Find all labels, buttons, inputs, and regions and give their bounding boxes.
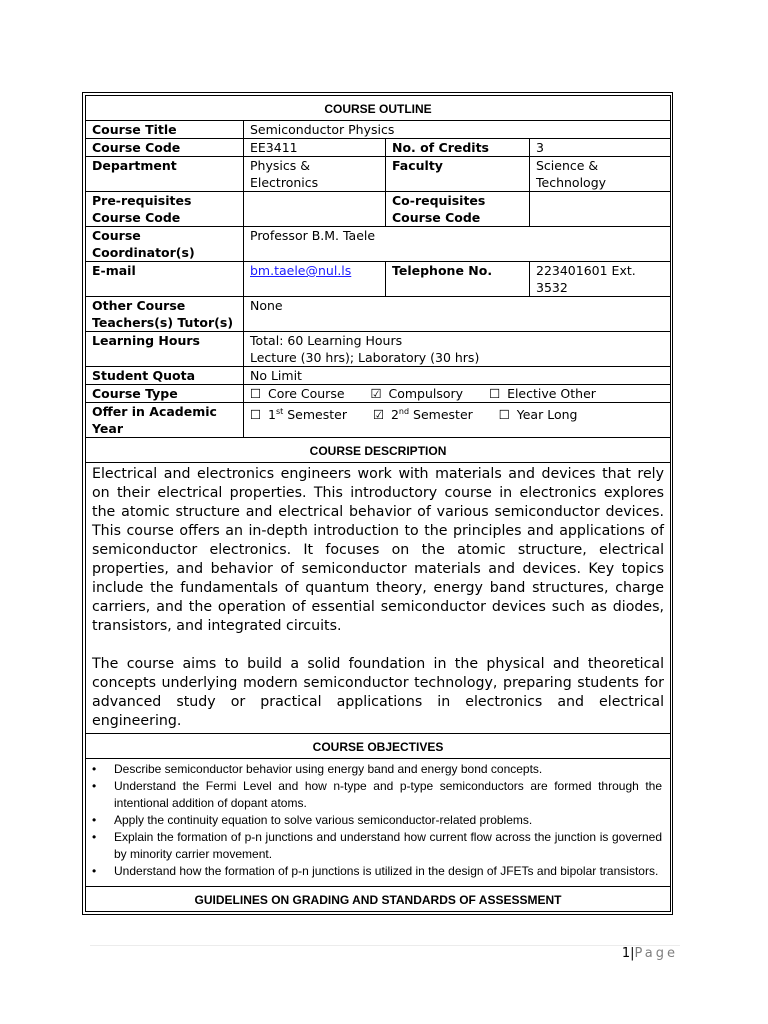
description-body xyxy=(86,463,671,734)
offer-options xyxy=(244,403,671,438)
outline-title: COURSE OUTLINE xyxy=(86,96,671,121)
page-number: 1 xyxy=(621,946,631,961)
course-title-row xyxy=(86,121,671,139)
offer-option-first[interactable] xyxy=(250,407,347,422)
other-teachers-label: Other Course Teachers(s) Tutor(s) xyxy=(86,297,244,332)
type-label: Course Type xyxy=(86,385,244,403)
hours-value xyxy=(244,332,671,367)
email-link[interactable]: bm.taele@nul.ls xyxy=(250,263,352,278)
course-code-label: Course Code xyxy=(86,139,244,157)
email-row xyxy=(86,262,671,297)
objectives-title: COURSE OBJECTIVES xyxy=(86,734,671,759)
course-type-row xyxy=(86,385,671,403)
department-label: Department xyxy=(86,157,244,192)
description-body-row xyxy=(86,463,671,734)
student-quota-row xyxy=(86,367,671,385)
offer-option-year[interactable] xyxy=(499,407,578,422)
course-title-value: Semiconductor Physics xyxy=(244,121,671,139)
page-separator: | xyxy=(630,946,635,961)
coordinator-row xyxy=(86,227,671,262)
grading-title: GUIDELINES ON GRADING AND STANDARDS OF ASSESSMENT xyxy=(86,887,671,912)
checkbox-checked-icon[interactable]: ☑ xyxy=(372,407,385,423)
page-word: Page xyxy=(634,946,678,961)
description-title: COURSE DESCRIPTION xyxy=(86,438,671,463)
learning-hours-row xyxy=(86,332,671,367)
checkbox-unchecked-icon[interactable]: ☐ xyxy=(498,407,510,423)
objective-item: • Understand how the formation of p-n junctions is utilized in the design of JFETs and bipolar transistors. xyxy=(92,863,662,880)
offer-first-label: Semester xyxy=(287,407,347,423)
checkbox-unchecked-icon[interactable]: ☐ xyxy=(250,386,262,401)
other-teachers-row xyxy=(86,297,671,332)
type-core-label: Core Course xyxy=(267,386,345,401)
type-options xyxy=(244,385,671,403)
requisites-row xyxy=(86,192,671,227)
type-option-core[interactable] xyxy=(250,386,345,401)
coordinator-label: Course Coordinator(s) xyxy=(86,227,244,262)
checkbox-unchecked-icon[interactable]: ☐ xyxy=(250,407,262,423)
objectives-body xyxy=(86,759,671,887)
footer-divider xyxy=(90,945,680,946)
type-option-elective[interactable] xyxy=(489,386,596,401)
department-value: Physics & Electronics xyxy=(244,157,386,192)
offer-first-sup: st xyxy=(275,407,284,416)
objectives-body-row xyxy=(86,759,671,887)
checkbox-unchecked-icon[interactable]: ☐ xyxy=(489,386,501,401)
coreq-value xyxy=(530,192,671,227)
description-paragraph-1: Electrical and electronics engineers work with materials and devices that rely on their electrical properties. This introductory course in electronics explores the atomic structure and electrical behavior of various semiconductor devices. This course offers an in-depth introduction to the principles and applications of semiconductor electronics. It focuses on the atomic structure, electrical properties, and behavior of semiconductor materials and devices. Key topics include the fundamentals of quantum theory, energy band structures, charge carriers, and the operation of essential semiconductor devices such as diodes, transistors, and integrated circuits. xyxy=(92,466,665,634)
quota-value: No Limit xyxy=(244,367,671,385)
offer-second-sup: nd xyxy=(398,407,410,416)
course-outline-frame xyxy=(82,92,673,915)
prereq-label: Pre-requisites Course Code xyxy=(86,192,244,227)
quota-label: Student Quota xyxy=(86,367,244,385)
offer-row xyxy=(86,403,671,438)
objective-item: • Apply the continuity equation to solve various semiconductor-related problems. xyxy=(92,812,662,829)
outline-title-row xyxy=(86,96,671,121)
credits-value: 3 xyxy=(530,139,671,157)
objective-item: • Explain the formation of p-n junctions and understand how current flow across the junction is governed by minority carrier movement. xyxy=(92,829,662,863)
offer-label: Offer in Academic Year xyxy=(86,403,244,438)
objectives-list xyxy=(92,761,662,880)
credits-label: No. of Credits xyxy=(386,139,530,157)
offer-option-second[interactable] xyxy=(373,407,473,422)
department-row xyxy=(86,157,671,192)
prereq-value xyxy=(244,192,386,227)
telephone-label: Telephone No. xyxy=(386,262,530,297)
course-code-value: EE3411 xyxy=(244,139,386,157)
description-paragraph-2: The course aims to build a solid foundation in the physical and theoretical concepts underlying modern semiconductor technology, preparing students for advanced study or practical applications in electronics and electrical engineering. xyxy=(92,656,665,729)
faculty-value: Science & Technology xyxy=(530,157,671,192)
objective-item: • Understand the Fermi Level and how n-type and p-type semiconductors are formed through the intentional addition of dopant atoms. xyxy=(92,778,662,812)
objective-item: • Describe semiconductor behavior using energy band and energy bond concepts. xyxy=(92,761,662,778)
offer-year-label: Year Long xyxy=(516,407,578,423)
description-title-row xyxy=(86,438,671,463)
coordinator-value: Professor B.M. Taele xyxy=(244,227,671,262)
grading-title-row xyxy=(86,887,671,912)
objectives-title-row xyxy=(86,734,671,759)
hours-detail: Lecture (30 hrs); Laboratory (30 hrs) xyxy=(250,350,480,365)
page-footer xyxy=(622,946,678,961)
offer-second-num: 2 xyxy=(390,407,399,423)
other-teachers-value: None xyxy=(244,297,671,332)
faculty-label: Faculty xyxy=(386,157,530,192)
offer-first-num: 1 xyxy=(267,407,276,423)
type-compulsory-label: Compulsory xyxy=(388,386,464,401)
checkbox-checked-icon[interactable]: ☑ xyxy=(370,386,382,401)
type-elective-label: Elective Other xyxy=(507,386,596,401)
telephone-value: 223401601 Ext. 3532 xyxy=(530,262,671,297)
course-title-label: Course Title xyxy=(86,121,244,139)
hours-total: Total: 60 Learning Hours xyxy=(250,333,403,348)
offer-second-label: Semester xyxy=(413,407,473,423)
email-label: E-mail xyxy=(86,262,244,297)
coreq-label: Co-requisites Course Code xyxy=(386,192,530,227)
course-code-row xyxy=(86,139,671,157)
course-outline-table xyxy=(85,95,671,912)
email-cell xyxy=(244,262,386,297)
type-option-compulsory[interactable] xyxy=(371,386,464,401)
hours-label: Learning Hours xyxy=(86,332,244,367)
